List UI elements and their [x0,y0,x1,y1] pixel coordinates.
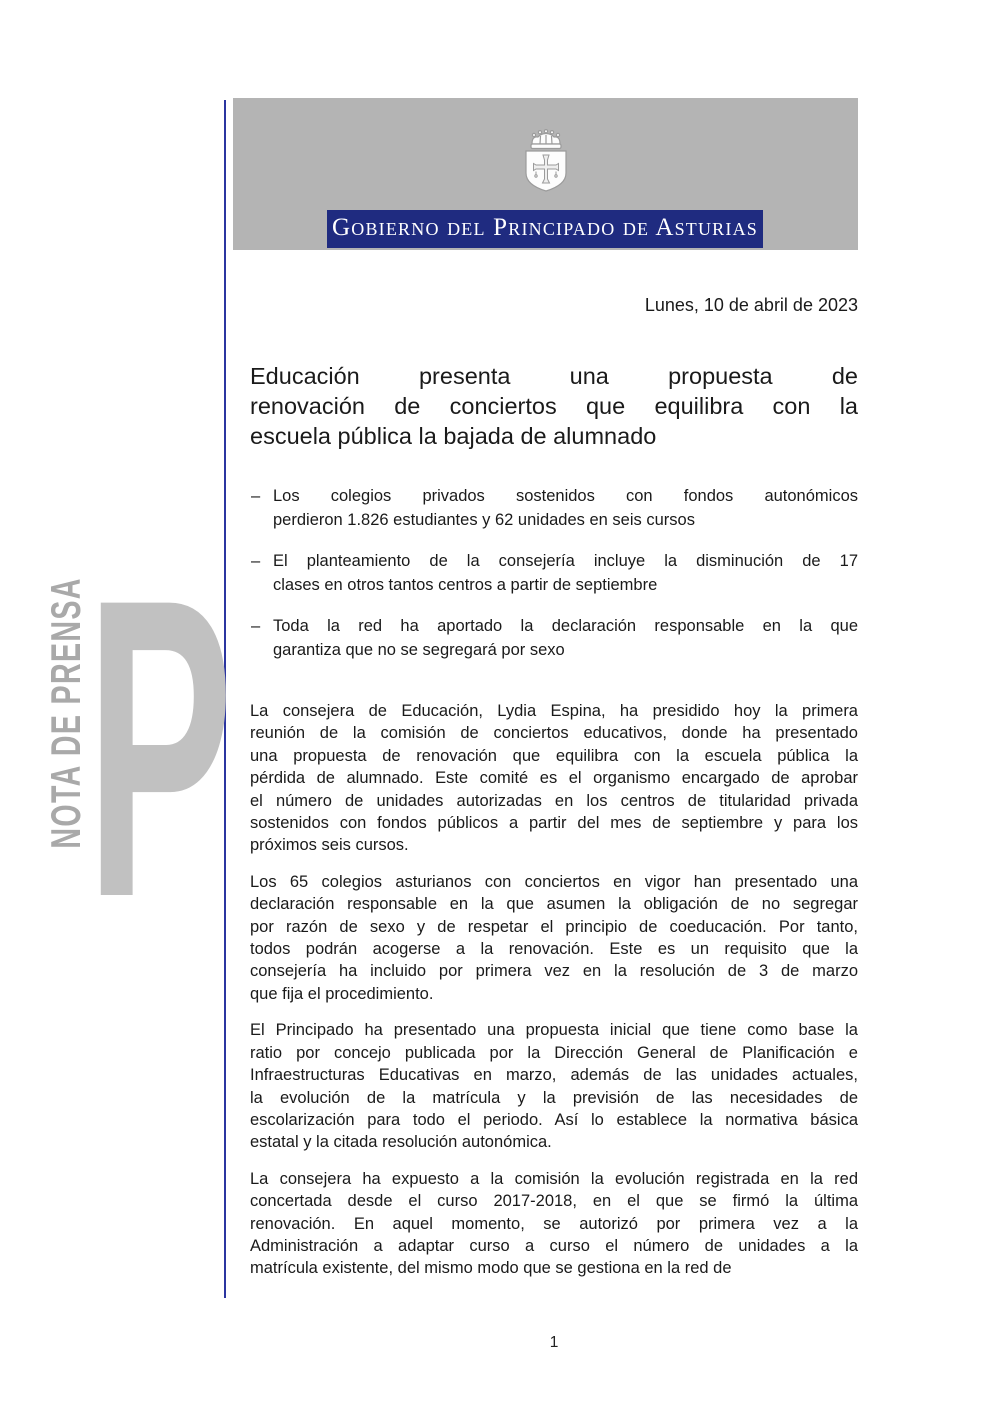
bullet-item [250,484,858,532]
bullet-item [250,549,858,597]
bullet-item [250,614,858,662]
title-line: renovación de conciertos que equilibra con la [250,393,858,419]
bullet-text-line: garantiza que no se segregará por sexo [273,641,565,659]
body-paragraphs [250,700,858,1294]
paragraph-line: la evolución de la matrícula y la previsión de las necesidades de [250,1088,858,1107]
title-line: Educación presenta una propuesta de [250,363,858,389]
paragraph-line: declaración responsable en la que asumen la obligación de no segregar [250,895,858,914]
paragraph-line: estatal y la citada resolución autonómica. [250,1133,552,1152]
nota-de-prensa-label: NOTA DE PRENSA [42,577,89,849]
page-title [250,361,858,451]
org-name-bar [327,210,763,248]
date-line: Lunes, 10 de abril de 2023 [644,295,858,315]
bullet-text-line: Toda la red ha aportado la declaración responsable en la que [273,617,858,635]
paragraph-line: renovación. En aquel momento, se autorizó por primera vez a la [250,1214,858,1233]
paragraph-line: escolarización para todo el periodo. Así lo establece la normativa básica [250,1110,858,1129]
paragraph-line: pérdida de alumnado. Este comité es el organismo encargado de aprobar [250,769,858,788]
paragraph-line: sostenidos con fondos públicos a partir del mes de septiembre y para los [250,814,858,833]
paragraph [250,1168,858,1280]
paragraph-line: Administración a adaptar curso a curso el número de unidades a la [250,1236,858,1255]
paragraph-line: La consejera ha expuesto a la comisión la evolución registrada en la red [250,1169,858,1188]
paragraph-line: El Principado ha presentado una propuesta inicial que tiene como base la [250,1021,858,1040]
bullet-text-line: El planteamiento de la consejería incluye la disminución de 17 [273,552,858,570]
paragraph-line: todos podrán acogerse a la renovación. Este es un requisito que la [250,940,858,959]
watermark-letter: P [86,511,234,986]
paragraph-line: ratio por concejo publicada por la Dirección General de Planificación e [250,1043,858,1062]
title-line: escuela pública la bajada de alumnado [250,423,657,449]
paragraph-line: Infraestructuras Educativas en marzo, además de las unidades actuales, [250,1066,858,1085]
paragraph-line: concertada desde el curso 2017-2018, en el que se firmó la última [250,1192,858,1211]
bullet-text-line: clases en otros tantos centros a partir de septiembre [273,576,658,594]
paragraph-line: consejería ha incluido por primera vez en la resolución de 3 de marzo [250,962,858,981]
paragraph-line: Los 65 colegios asturianos con conciertos en vigor han presentado una [250,872,858,891]
paragraph-line: La consejera de Educación, Lydia Espina, ha presidido hoy la primera [250,702,858,720]
header-banner [233,98,858,250]
bullet-dash: – [251,487,261,505]
paragraph-line: que fija el procedimiento. [250,984,434,1003]
paragraph-line: matrícula existente, del mismo modo que se gestiona en la red de [250,1259,732,1278]
bullet-text-line: perdieron 1.826 estudiantes y 62 unidades en seis cursos [273,511,695,529]
paragraph [250,1019,858,1153]
page-number: 1 [549,1334,559,1351]
bullet-text-line: Los colegios privados sostenidos con fondos autonómicos [273,487,858,505]
bullet-dash: – [251,552,261,570]
asturias-coat-of-arms-icon [518,129,574,193]
paragraph-line: el número de unidades autorizadas en los centros de titularidad privada [250,791,858,810]
paragraph [250,700,858,857]
bullet-dash: – [251,617,261,635]
paragraph-line: reunión de la comisión de conciertos educativos, donde ha presentado [250,724,858,743]
paragraph [250,871,858,1005]
org-name: Gobierno del Principado de Asturias [332,213,758,241]
bullet-list [250,484,858,679]
paragraph-line: una propuesta de renovación que equilibra con la escuela pública la [250,746,858,765]
paragraph-line: próximos seis cursos. [250,836,409,855]
paragraph-line: por razón de sexo y de respetar el principio de coeducación. Por tanto, [250,917,858,936]
